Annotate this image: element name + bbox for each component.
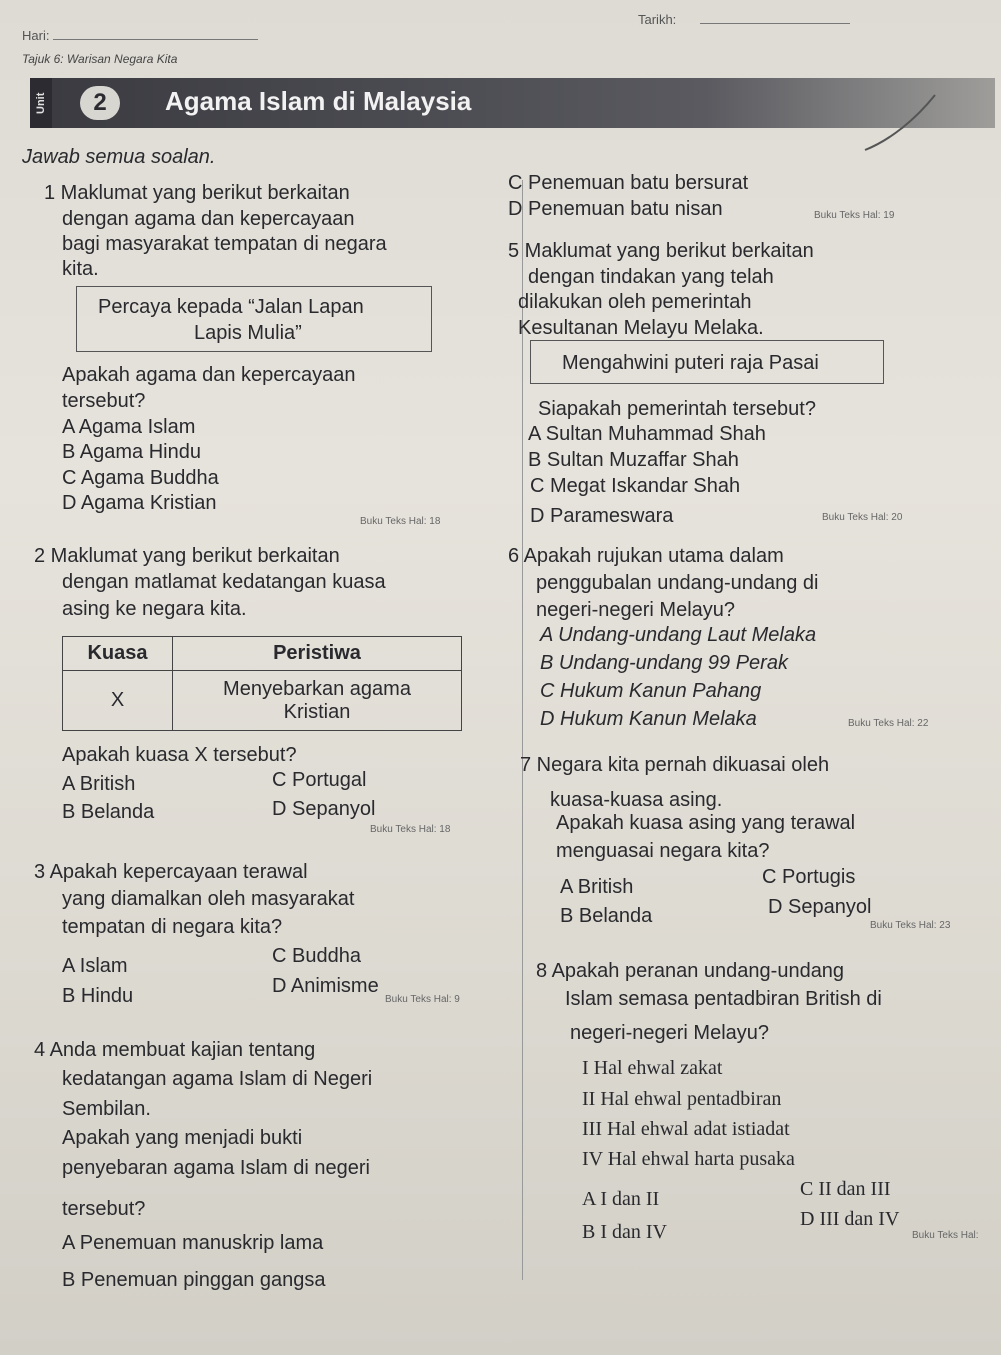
q4-line-4: Apakah yang menjadi bukti <box>62 1127 303 1149</box>
q6-option-b: B Undang-undang 99 Perak <box>540 652 788 674</box>
q6-reference: Buku Teks Hal: 22 <box>848 718 929 729</box>
q1-line-4: kita. <box>62 258 99 280</box>
q2-table-cell-x: X <box>63 671 173 731</box>
q2-table-header-peristiwa: Peristiwa <box>173 637 462 671</box>
q8-option-d: D III dan IV <box>800 1208 900 1230</box>
q4-line-3: Sembilan. <box>62 1098 151 1120</box>
q1-reference: Buku Teks Hal: 18 <box>360 516 441 527</box>
q1-line-2: dengan agama dan kepercayaan <box>62 208 355 230</box>
unit-number: 2 <box>80 86 120 120</box>
q5-option-d: D Parameswara <box>530 505 674 527</box>
q6-line-1: 6 Apakah rujukan utama dalam <box>508 545 784 567</box>
q2-table-cell-peristiwa <box>173 671 462 731</box>
column-divider <box>522 180 523 1280</box>
q7-line-4: menguasai negara kita? <box>556 840 770 862</box>
instruction: Jawab semua soalan. <box>22 146 216 168</box>
q2-option-a: A British <box>62 773 136 795</box>
q7-option-d: D Sepanyol <box>768 896 872 918</box>
q1-line-3: bagi masyarakat tempatan di negara <box>62 233 387 255</box>
q2-option-c: C Portugal <box>272 769 367 791</box>
q5-option-c: C Megat Iskandar Shah <box>530 475 741 497</box>
q7-line-1: 7 Negara kita pernah dikuasai oleh <box>520 754 830 776</box>
q8-item-iv: IV Hal ehwal harta pusaka <box>582 1148 795 1170</box>
unit-side-label: Unit <box>30 78 52 128</box>
q6-option-a: A Undang-undang Laut Melaka <box>540 624 817 646</box>
hari-line <box>53 39 258 40</box>
q5-line-4: Kesultanan Melayu Melaka. <box>518 317 764 339</box>
q1-option-a: A Agama Islam <box>62 416 196 438</box>
q1-line-1: 1 Maklumat yang berikut berkaitan <box>44 182 350 204</box>
tarikh-field <box>638 12 850 27</box>
q5-option-b: B Sultan Muzaffar Shah <box>528 449 739 471</box>
q2-table <box>62 636 462 731</box>
q4-line-5: penyebaran agama Islam di negeri <box>62 1157 370 1179</box>
q5-line-3: dilakukan oleh pemerintah <box>518 291 752 313</box>
q3-option-c: C Buddha <box>272 945 361 967</box>
q2-option-d: D Sepanyol <box>272 798 376 820</box>
q3-line-3: tempatan di negara kita? <box>62 916 283 938</box>
q2-table-cell-line-1: Menyebarkan agama <box>223 677 411 700</box>
q1-option-d: D Agama Kristian <box>62 492 217 514</box>
q7-line-2: kuasa-kuasa asing. <box>550 789 723 811</box>
hari-label: Hari: <box>22 28 50 43</box>
q5-reference: Buku Teks Hal: 20 <box>822 512 903 523</box>
q6-option-c: C Hukum Kanun Pahang <box>540 680 762 702</box>
q6-line-2: penggubalan undang-undang di <box>536 572 819 594</box>
hari-field <box>22 28 258 43</box>
q4-line-1: 4 Anda membuat kajian tentang <box>34 1039 316 1061</box>
q2-table-cell-line-2: Kristian <box>283 700 351 723</box>
q1-question-2: tersebut? <box>62 390 146 412</box>
pencil-mark-icon <box>860 90 940 160</box>
q8-option-b: B I dan IV <box>582 1221 667 1243</box>
q2-line-2: dengan matlamat kedatangan kuasa <box>62 571 386 593</box>
q2-line-3: asing ke negara kita. <box>62 598 247 620</box>
q3-option-d: D Animisme <box>272 975 379 997</box>
tajuk: Tajuk 6: Warisan Negara Kita <box>22 52 178 66</box>
q1-option-b: B Agama Hindu <box>62 441 201 463</box>
q8-item-ii: II Hal ehwal pentadbiran <box>582 1088 782 1110</box>
q4-option-d: D Penemuan batu nisan <box>508 198 723 220</box>
q7-option-a: A British <box>560 876 634 898</box>
q2-question: Apakah kuasa X tersebut? <box>62 744 297 766</box>
q4-option-c: C Penemuan batu bersurat <box>508 172 749 194</box>
q2-line-1: 2 Maklumat yang berikut berkaitan <box>34 545 340 567</box>
q1-box-line-2: Lapis Mulia” <box>194 322 302 344</box>
q4-line-6: tersebut? <box>62 1198 146 1220</box>
tarikh-label: Tarikh: <box>638 12 677 27</box>
q6-option-d: D Hukum Kanun Melaka <box>540 708 757 730</box>
q8-line-3: negeri-negeri Melayu? <box>570 1022 770 1044</box>
q5-question: Siapakah pemerintah tersebut? <box>538 398 816 420</box>
q3-option-a: A Islam <box>62 955 128 977</box>
q1-option-c: C Agama Buddha <box>62 467 219 489</box>
q1-question-1: Apakah agama dan kepercayaan <box>62 364 356 386</box>
q5-option-a: A Sultan Muhammad Shah <box>528 423 766 445</box>
q8-option-c: C II dan III <box>800 1178 891 1200</box>
q4-option-a: A Penemuan manuskrip lama <box>62 1232 324 1254</box>
q8-reference: Buku Teks Hal: <box>912 1230 979 1241</box>
q2-table-header-kuasa: Kuasa <box>63 637 173 671</box>
q7-option-b: B Belanda <box>560 905 653 927</box>
q7-line-3: Apakah kuasa asing yang terawal <box>556 812 856 834</box>
q6-line-3: negeri-negeri Melayu? <box>536 599 736 621</box>
q8-item-i: I Hal ehwal zakat <box>582 1057 723 1079</box>
q8-item-iii: III Hal ehwal adat istiadat <box>582 1118 790 1140</box>
q4-reference: Buku Teks Hal: 19 <box>814 210 895 221</box>
q5-box-text: Mengahwini puteri raja Pasai <box>562 352 819 374</box>
q5-line-1: 5 Maklumat yang berikut berkaitan <box>508 240 814 262</box>
q3-line-2: yang diamalkan oleh masyarakat <box>62 888 355 910</box>
q7-reference: Buku Teks Hal: 23 <box>870 920 951 931</box>
q8-line-1: 8 Apakah peranan undang-undang <box>536 960 845 982</box>
q4-line-2: kedatangan agama Islam di Negeri <box>62 1068 373 1090</box>
q3-option-b: B Hindu <box>62 985 134 1007</box>
q3-reference: Buku Teks Hal: 9 <box>385 994 460 1005</box>
tarikh-line <box>700 23 850 24</box>
q2-reference: Buku Teks Hal: 18 <box>370 824 451 835</box>
q1-box-line-1: Percaya kepada “Jalan Lapan <box>98 296 364 318</box>
q4-option-b: B Penemuan pinggan gangsa <box>62 1269 326 1291</box>
q3-line-1: 3 Apakah kepercayaan terawal <box>34 861 308 883</box>
q2-option-b: B Belanda <box>62 801 155 823</box>
q7-option-c: C Portugis <box>762 866 856 888</box>
q8-line-2: Islam semasa pentadbiran British di <box>565 988 882 1010</box>
q8-option-a: A I dan II <box>582 1188 660 1210</box>
q5-line-2: dengan tindakan yang telah <box>528 266 774 288</box>
unit-title: Agama Islam di Malaysia <box>165 86 472 116</box>
